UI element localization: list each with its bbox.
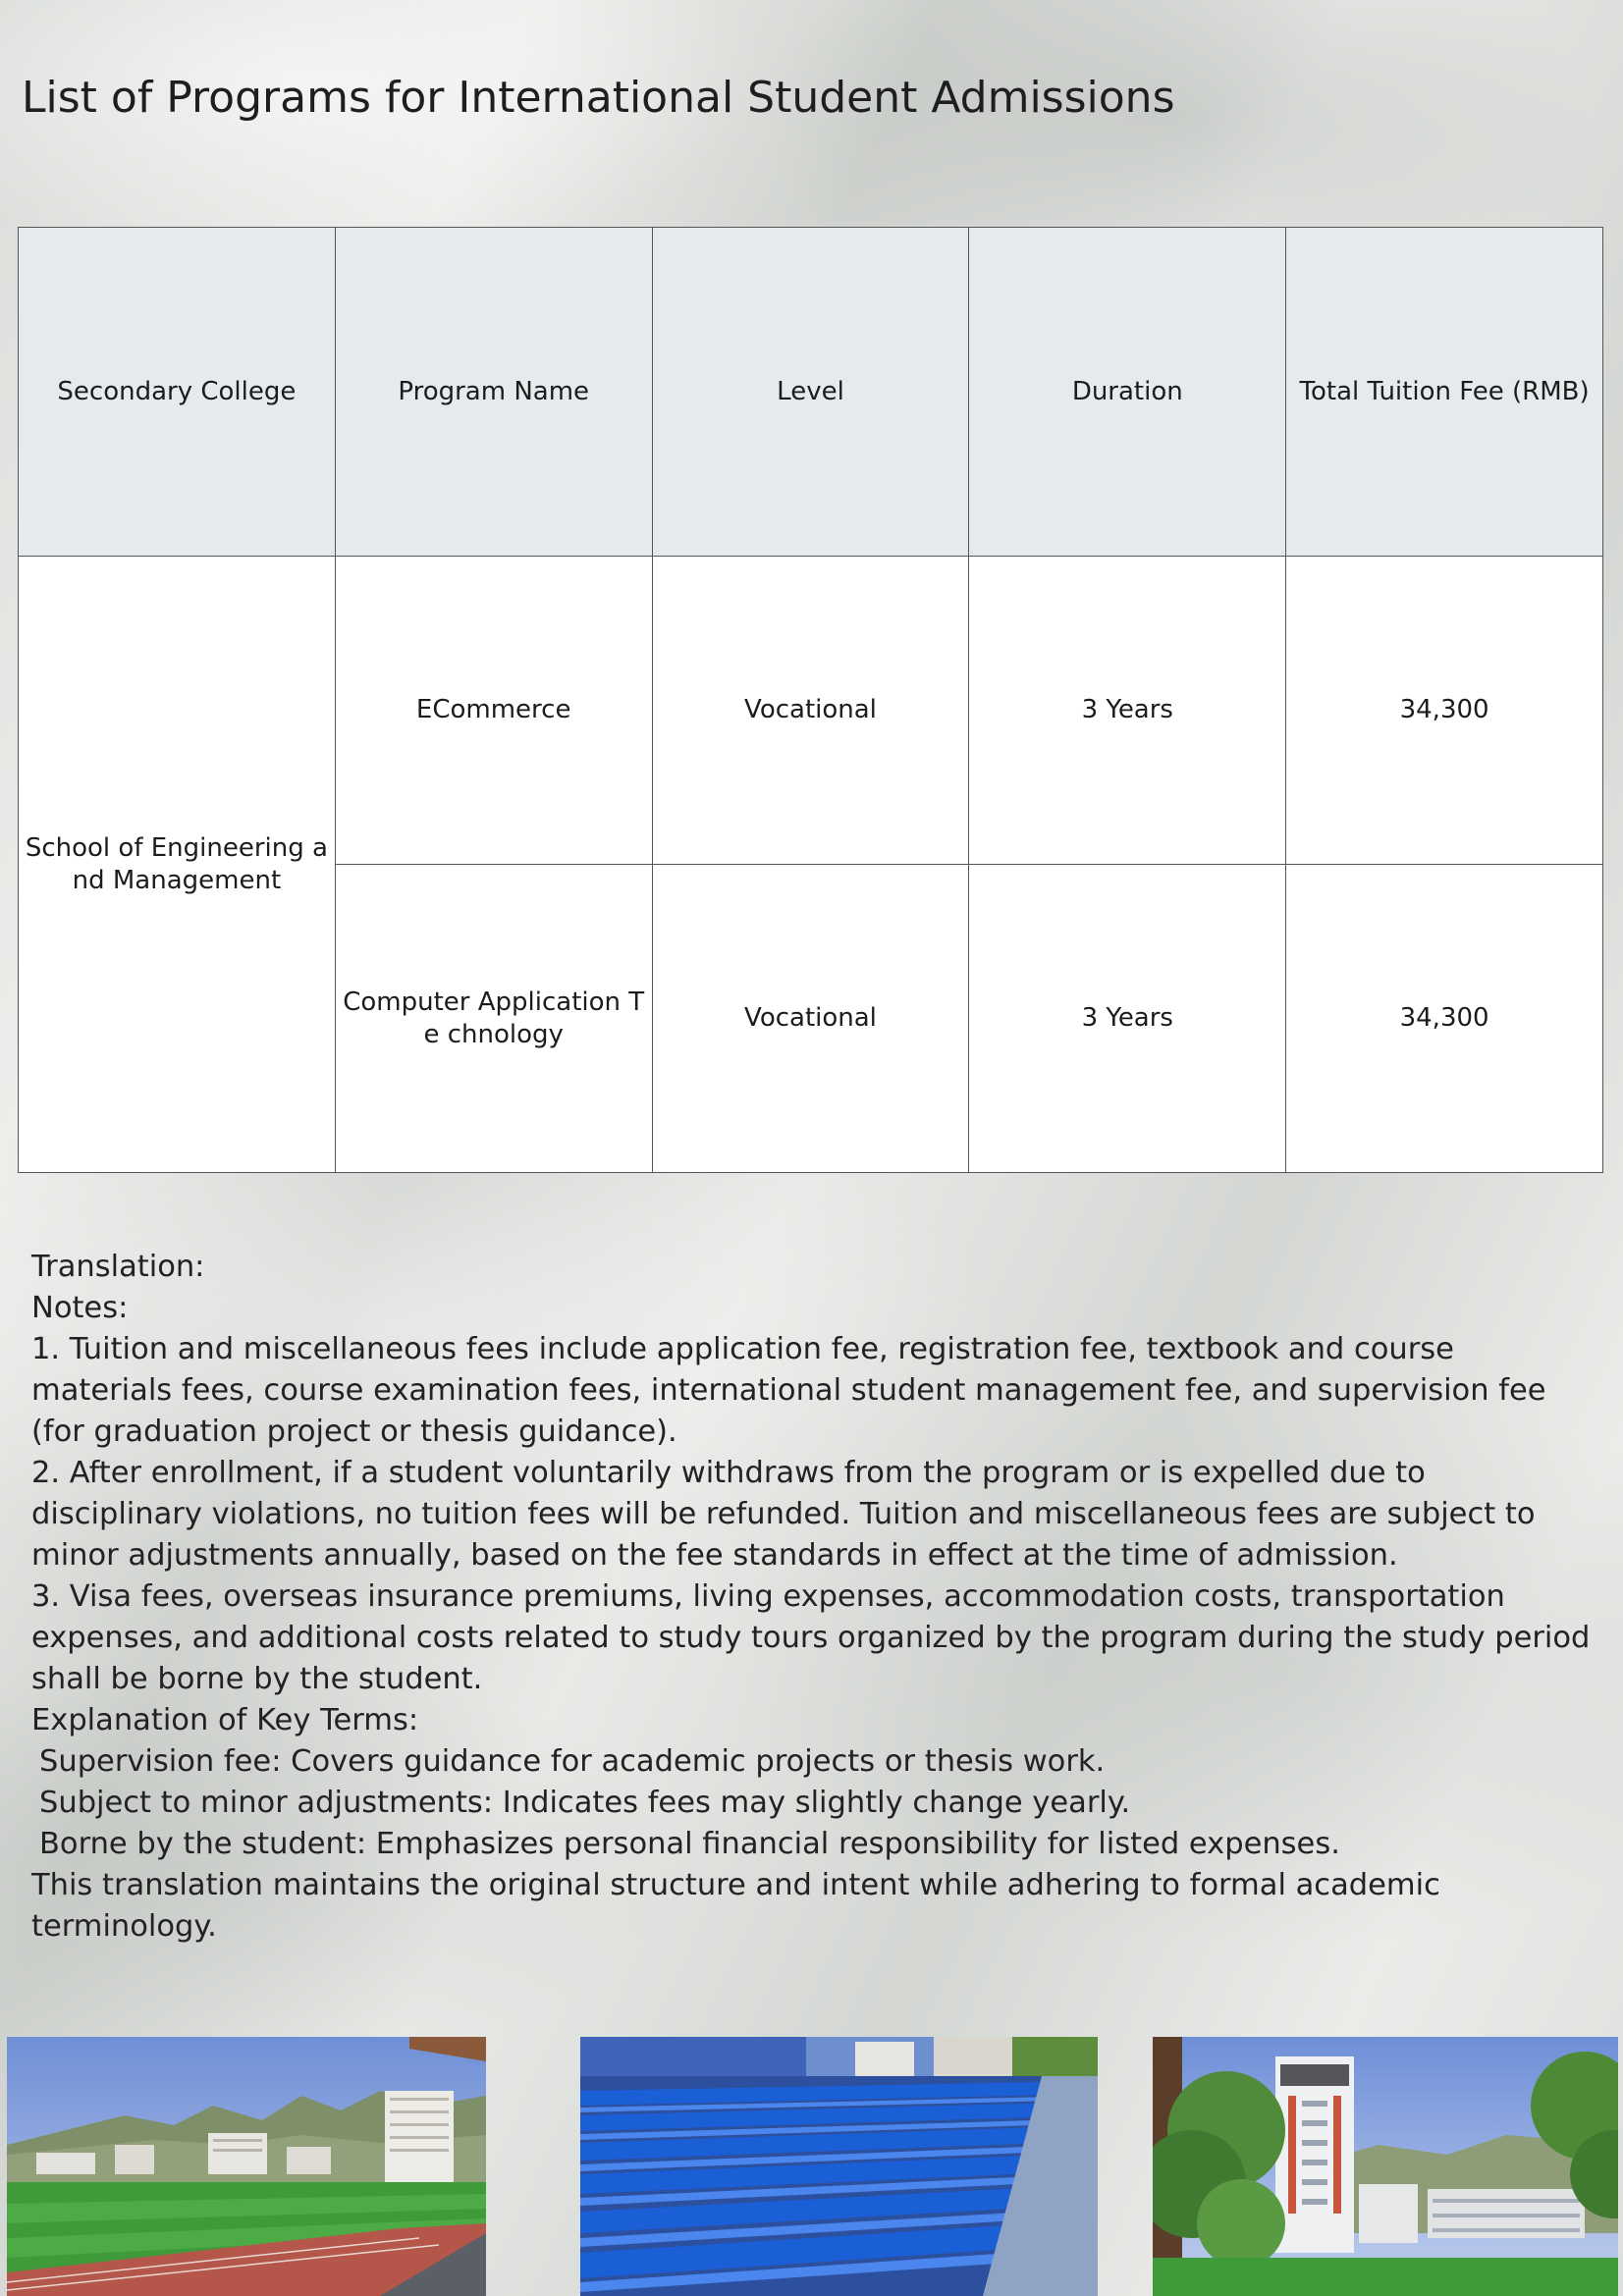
header-level: Level bbox=[652, 228, 969, 557]
stadium-blue-seats-photo bbox=[580, 2037, 1098, 2296]
key-terms-heading: Explanation of Key Terms: bbox=[31, 1703, 419, 1737]
campus-sports-field-photo bbox=[7, 2037, 486, 2296]
tuition-fee-cell: 34,300 bbox=[1286, 865, 1603, 1173]
programs-table bbox=[18, 227, 1603, 1173]
level-cell: Vocational bbox=[652, 865, 969, 1173]
closing-note: This translation maintains the original structure and intent while adhering to formal academic terminology. bbox=[31, 1868, 1440, 1944]
table-header-row bbox=[19, 228, 1603, 557]
tuition-fee-cell: 34,300 bbox=[1286, 557, 1603, 865]
header-duration: Duration bbox=[969, 228, 1286, 557]
key-term-item: Borne by the student: Emphasizes personal financial responsibility for listed expenses. bbox=[39, 1827, 1340, 1861]
college-cell: School of Engineering a nd Management bbox=[19, 557, 336, 1173]
level-cell: Vocational bbox=[652, 557, 969, 865]
header-secondary-college: Secondary College bbox=[19, 228, 336, 557]
header-program-name: Program Name bbox=[335, 228, 652, 557]
note-item-3: 3. Visa fees, overseas insurance premiums, living expenses, accommodation costs, transportation expenses, and additional costs related to study tours organized by the program during the study period shall be borne by the student. bbox=[31, 1579, 1591, 1696]
program-name-cell: ECommerce bbox=[335, 557, 652, 865]
translation-label: Translation: bbox=[31, 1250, 205, 1284]
table-row bbox=[19, 557, 1603, 865]
notes-heading: Notes: bbox=[31, 1291, 129, 1325]
note-item-1: 1. Tuition and miscellaneous fees include application fee, registration fee, textbook and course materials fees, course examination fees, international student management fee, and supervision fee (for graduation project or thesis guidance). bbox=[31, 1332, 1546, 1449]
notes-section bbox=[31, 1247, 1602, 1948]
key-term-item: Subject to minor adjustments: Indicates fees may slightly change yearly. bbox=[39, 1786, 1131, 1820]
page-title: List of Programs for International Student Admissions bbox=[22, 73, 1175, 123]
duration-cell: 3 Years bbox=[969, 557, 1286, 865]
campus-tower-building-photo bbox=[1153, 2037, 1618, 2296]
header-tuition-fee: Total Tuition Fee (RMB) bbox=[1286, 228, 1603, 557]
key-term-item: Supervision fee: Covers guidance for academic projects or thesis work. bbox=[39, 1744, 1106, 1779]
duration-cell: 3 Years bbox=[969, 865, 1286, 1173]
note-item-2: 2. After enrollment, if a student voluntarily withdraws from the program or is expelled due to disciplinary violations, no tuition fees will be refunded. Tuition and miscellaneous fees are subject to minor adjustments annually, based on the fee standards in effect at the time of admission. bbox=[31, 1456, 1536, 1573]
program-name-cell: Computer Application Te chnology bbox=[335, 865, 652, 1173]
